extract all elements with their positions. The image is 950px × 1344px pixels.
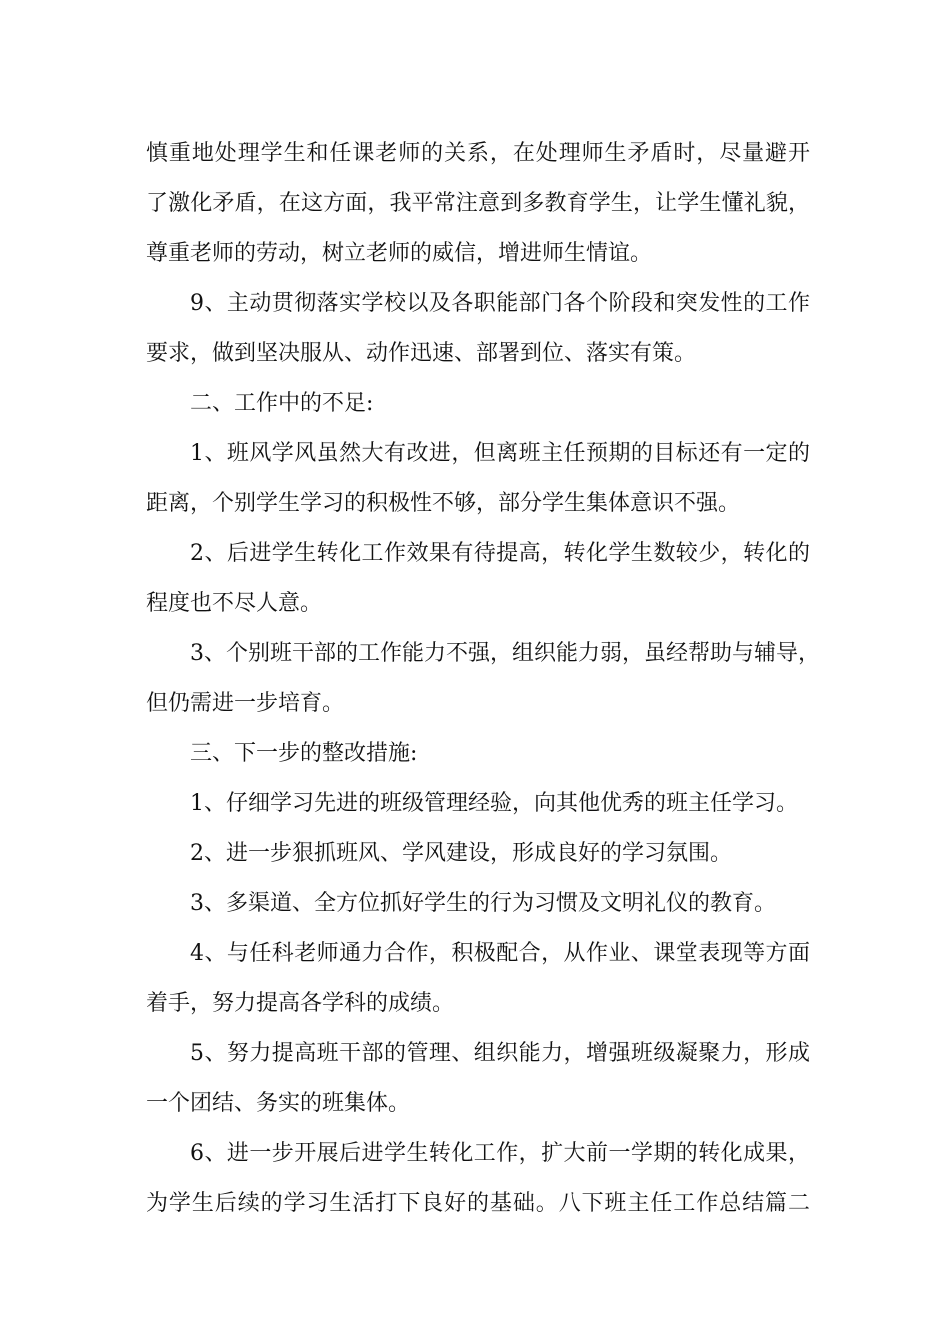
text-line: 着手，努力提高各学科的成绩。 bbox=[146, 991, 455, 1016]
document-body bbox=[146, 129, 820, 1229]
text-line: 3、多渠道、全方位抓好学生的行为习惯及文明礼仪的教育。 bbox=[190, 891, 776, 916]
text-line: 程度也不尽人意。 bbox=[146, 591, 323, 616]
text-line: 1、班风学风虽然大有改进，但离班主任预期的目标还有一定的 bbox=[190, 441, 810, 466]
text-line: 4、与任科老师通力合作，积极配合，从作业、课堂表现等方面 bbox=[190, 941, 810, 966]
text-line: 9、主动贯彻落实学校以及各职能部门各个阶段和突发性的工作 bbox=[190, 291, 810, 316]
text-line: 5、努力提高班干部的管理、组织能力，增强班级凝聚力，形成 bbox=[190, 1041, 810, 1066]
text-line: 尊重老师的劳动，树立老师的威信，增进师生情谊。 bbox=[146, 241, 653, 266]
text-line: 距离，个别学生学习的积极性不够，部分学生集体意识不强。 bbox=[146, 491, 741, 516]
text-line: 慎重地处理学生和任课老师的关系，在处理师生矛盾时，尽量避开 bbox=[146, 141, 810, 166]
text-line: 但仍需进一步培育。 bbox=[146, 691, 345, 716]
text-line: 要求，做到坚决服从、动作迅速、部署到位、落实有策。 bbox=[146, 341, 697, 366]
section-heading: 二、工作中的不足: bbox=[190, 391, 374, 416]
text-line: 3、个别班干部的工作能力不强，组织能力弱，虽经帮助与辅导， bbox=[190, 641, 820, 666]
text-line: 为学生后续的学习生活打下良好的基础。八下班主任工作总结篇二 bbox=[146, 1191, 810, 1216]
section-heading: 三、下一步的整改措施: bbox=[190, 741, 418, 766]
text-line: 1、仔细学习先进的班级管理经验，向其他优秀的班主任学习。 bbox=[190, 791, 798, 816]
text-line: 一个团结、务实的班集体。 bbox=[146, 1091, 411, 1116]
text-line: 了激化矛盾，在这方面，我平常注意到多教育学生，让学生懂礼貌， bbox=[146, 191, 810, 216]
text-line: 2、后进学生转化工作效果有待提高，转化学生数较少，转化的 bbox=[190, 541, 810, 566]
text-line: 2、进一步狠抓班风、学风建设，形成良好的学习氛围。 bbox=[190, 841, 732, 866]
text-line: 6、进一步开展后进学生转化工作，扩大前一学期的转化成果， bbox=[190, 1141, 810, 1166]
